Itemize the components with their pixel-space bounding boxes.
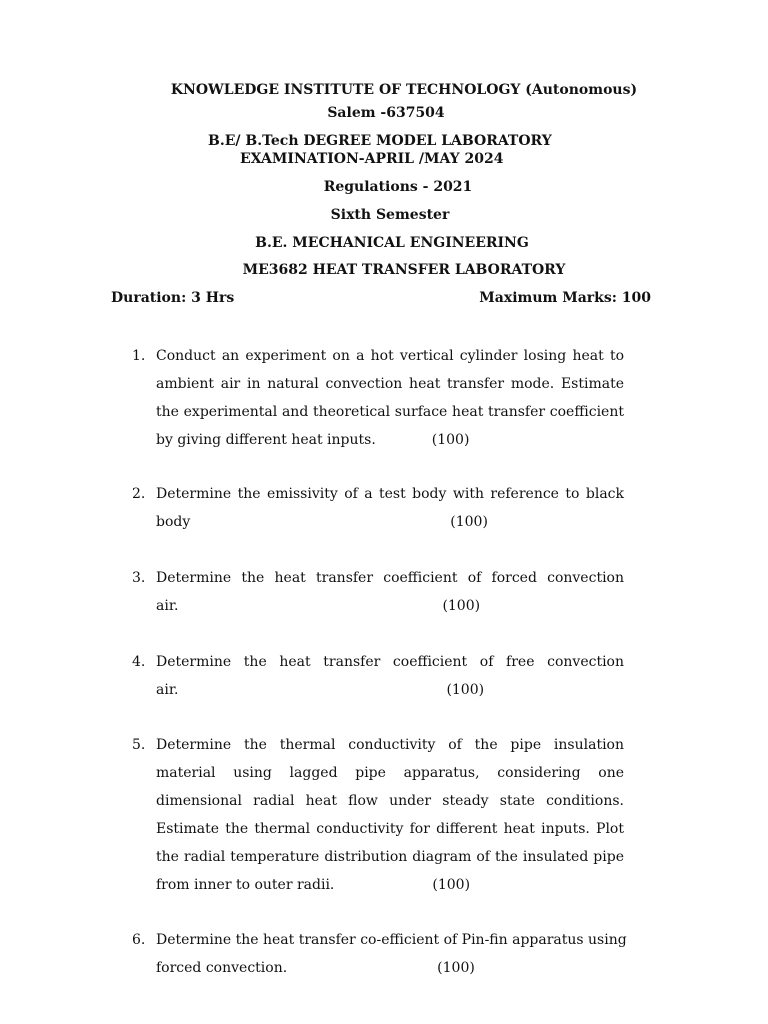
question-number: 6. xyxy=(132,932,146,948)
question-marks: (100) xyxy=(431,432,470,448)
question-text xyxy=(156,564,624,620)
question-marks: (100) xyxy=(432,877,471,893)
question-line xyxy=(156,370,624,398)
regulations: Regulations - 2021 xyxy=(323,179,473,195)
question-line-text: air. xyxy=(156,682,179,698)
question-line-text: air. xyxy=(156,598,179,614)
question-line-text: the radial temperature distribution diagram of the insulated pipe xyxy=(156,849,624,865)
question-line-text: forced convection. xyxy=(156,960,288,976)
institute-name: KNOWLEDGE INSTITUTE OF TECHNOLOGY (Autonomous) xyxy=(170,82,638,98)
duration: Duration: 3 Hrs xyxy=(111,290,235,306)
question-line-text: Determine the thermal conductivity of the pipe insulation xyxy=(156,737,624,753)
maximum-marks: Maximum Marks: 100 xyxy=(479,290,651,306)
question-line xyxy=(156,787,624,815)
question-line-text: Estimate the thermal conductivity for different heat inputs. Plot xyxy=(156,821,624,837)
degree-line-1: B.E/ B.Tech DEGREE MODEL LABORATORY xyxy=(208,133,552,149)
question-line-text: dimensional radial heat flow under steady state conditions. xyxy=(156,793,624,809)
question-number: 5. xyxy=(132,737,146,753)
department: B.E. MECHANICAL ENGINEERING xyxy=(255,235,529,251)
question-line xyxy=(156,731,624,759)
question-line xyxy=(156,648,624,676)
question-line-text: Determine the heat transfer coefficient of forced convection xyxy=(156,570,624,586)
question-line-text: by giving different heat inputs. xyxy=(156,432,376,448)
question-number: 2. xyxy=(132,486,146,502)
semester: Sixth Semester xyxy=(330,207,450,223)
question-line xyxy=(156,759,624,787)
question-line-text: from inner to outer radii. xyxy=(156,877,335,893)
question-line-text: ambient air in natural convection heat transfer mode. Estimate xyxy=(156,376,624,392)
question-marks: (100) xyxy=(450,514,488,530)
question-line-text: material using lagged pipe apparatus, considering one xyxy=(156,765,624,781)
question-number: 4. xyxy=(132,654,146,670)
question-line xyxy=(156,843,624,871)
question-marks: (100) xyxy=(446,682,485,698)
question-number: 3. xyxy=(132,570,146,586)
question-line xyxy=(156,592,624,620)
question-line-text: Conduct an experiment on a hot vertical cylinder losing heat to xyxy=(156,348,624,364)
question-marks: (100) xyxy=(442,598,481,614)
question-line xyxy=(156,926,627,954)
question-text xyxy=(156,342,624,454)
question-line xyxy=(156,426,624,454)
question-line-text: Determine the emissivity of a test body with reference to black xyxy=(156,486,624,502)
question-line xyxy=(156,954,624,982)
question-line xyxy=(156,342,624,370)
course-title: ME3682 HEAT TRANSFER LABORATORY xyxy=(242,262,566,278)
question-line xyxy=(156,508,624,536)
degree-line-2: EXAMINATION-APRIL /MAY 2024 xyxy=(240,151,504,167)
question-text xyxy=(156,926,627,982)
question-line xyxy=(156,564,624,592)
question-line xyxy=(156,676,624,704)
question-line xyxy=(156,815,624,843)
question-text xyxy=(156,480,624,536)
question-line-text: Determine the heat transfer coefficient of free convection xyxy=(156,654,624,670)
question-text xyxy=(156,648,624,704)
question-line-text: Determine the heat transfer co-efficient of Pin-fin apparatus using xyxy=(156,932,627,948)
question-line xyxy=(156,398,624,426)
question-marks: (100) xyxy=(437,960,475,976)
question-line-text: body xyxy=(156,514,191,530)
institute-location: Salem -637504 xyxy=(327,105,445,121)
question-number: 1. xyxy=(132,348,146,364)
question-line xyxy=(156,871,624,899)
question-line xyxy=(156,480,624,508)
question-text xyxy=(156,731,624,899)
question-line-text: the experimental and theoretical surface heat transfer coefficient xyxy=(156,404,624,420)
